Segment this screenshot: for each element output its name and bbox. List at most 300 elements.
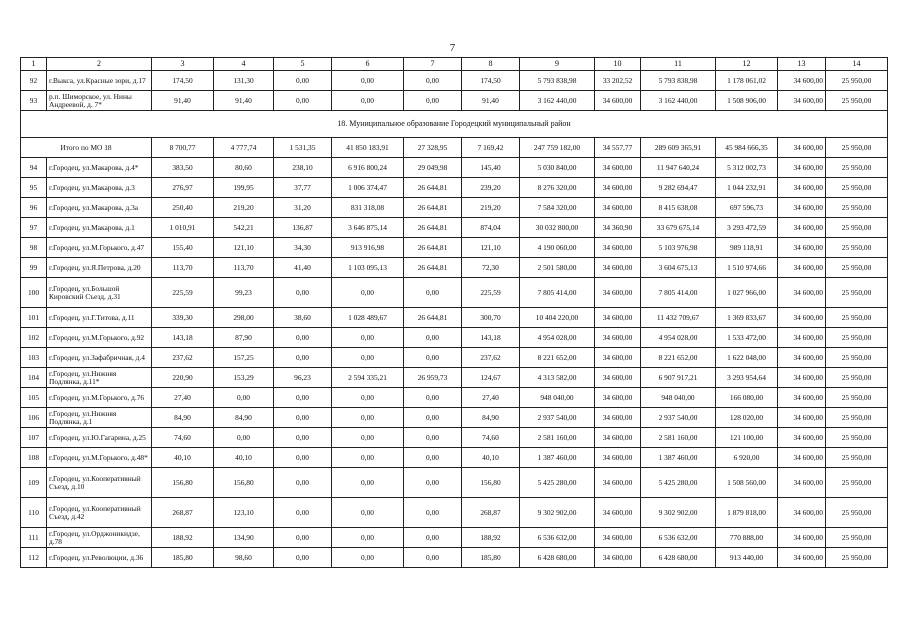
table-row xyxy=(21,408,888,428)
value-cell-col-7: 26 644,81 xyxy=(404,238,462,258)
value-cell-col-8: 74,60 xyxy=(462,428,520,448)
value-cell-col-6: 0,00 xyxy=(332,528,404,548)
address-cell: р.п. Шиморское, ул. Нины Андреевой, д. 7* xyxy=(47,91,152,111)
value-cell-col-5: 0,00 xyxy=(274,278,332,308)
value-cell-col-11: 6 907 917,21 xyxy=(641,368,716,388)
value-cell-col-6: 0,00 xyxy=(332,278,404,308)
table-row xyxy=(21,238,888,258)
value-cell-col-12: 128 020,00 xyxy=(716,408,778,428)
value-cell-col-4: 123,10 xyxy=(214,498,274,528)
value-cell-col-6: 0,00 xyxy=(332,448,404,468)
value-cell-col-9: 5 030 840,00 xyxy=(520,158,595,178)
value-cell-col-4: 113,70 xyxy=(214,258,274,278)
value-cell-col-13: 34 600,00 xyxy=(778,91,826,111)
value-cell-col-6: 0,00 xyxy=(332,388,404,408)
value-cell-col-8: 124,67 xyxy=(462,368,520,388)
value-cell-col-8: 188,92 xyxy=(462,528,520,548)
value-cell-col-9: 2 501 580,00 xyxy=(520,258,595,278)
row-number: 100 xyxy=(21,278,47,308)
value-cell-col-4: 91,40 xyxy=(214,91,274,111)
column-number-13: 13 xyxy=(778,58,826,71)
value-cell-col-6: 6 916 800,24 xyxy=(332,158,404,178)
value-cell-col-9: 30 032 800,00 xyxy=(520,218,595,238)
address-cell: г.Городец, ул.Орджоникидзе, д.78 xyxy=(47,528,152,548)
value-cell-col-4: 298,00 xyxy=(214,308,274,328)
value-cell-col-12: 1 369 833,67 xyxy=(716,308,778,328)
value-cell-col-6: 0,00 xyxy=(332,548,404,568)
value-cell-col-11: 948 040,00 xyxy=(641,388,716,408)
value-cell-col-9: 5 793 838,98 xyxy=(520,71,595,91)
value-cell-col-3: 27,40 xyxy=(152,388,214,408)
address-cell: г.Выкса, ул.Красные зори, д.17 xyxy=(47,71,152,91)
value-cell-col-14: 25 950,00 xyxy=(826,198,888,218)
value-cell-col-5: 96,23 xyxy=(274,368,332,388)
row-number: 112 xyxy=(21,548,47,568)
total-value-col-3: 8 700,77 xyxy=(152,138,214,158)
value-cell-col-7: 0,00 xyxy=(404,91,462,111)
value-cell-col-5: 0,00 xyxy=(274,528,332,548)
value-cell-col-6: 913 916,98 xyxy=(332,238,404,258)
total-value-col-6: 41 850 183,91 xyxy=(332,138,404,158)
row-number: 106 xyxy=(21,408,47,428)
value-cell-col-12: 770 888,00 xyxy=(716,528,778,548)
row-number: 104 xyxy=(21,368,47,388)
value-cell-col-14: 25 950,00 xyxy=(826,278,888,308)
value-cell-col-12: 1 178 061,02 xyxy=(716,71,778,91)
value-cell-col-14: 25 950,00 xyxy=(826,238,888,258)
row-number: 103 xyxy=(21,348,47,368)
column-number-8: 8 xyxy=(462,58,520,71)
row-number: 93 xyxy=(21,91,47,111)
value-cell-col-13: 34 600,00 xyxy=(778,408,826,428)
value-cell-col-13: 34 600,00 xyxy=(778,278,826,308)
value-cell-col-9: 4 190 060,00 xyxy=(520,238,595,258)
value-cell-col-12: 1 044 232,91 xyxy=(716,178,778,198)
table-row xyxy=(21,468,888,498)
column-number-9: 9 xyxy=(520,58,595,71)
value-cell-col-14: 25 950,00 xyxy=(826,328,888,348)
total-value-col-7: 27 328,95 xyxy=(404,138,462,158)
value-cell-col-9: 2 581 160,00 xyxy=(520,428,595,448)
row-number: 108 xyxy=(21,448,47,468)
value-cell-col-10: 34 360,90 xyxy=(595,218,641,238)
value-cell-col-10: 34 600,00 xyxy=(595,158,641,178)
value-cell-col-8: 225,59 xyxy=(462,278,520,308)
column-number-12: 12 xyxy=(716,58,778,71)
column-number-11: 11 xyxy=(641,58,716,71)
value-cell-col-3: 188,92 xyxy=(152,528,214,548)
value-cell-col-13: 34 600,00 xyxy=(778,238,826,258)
value-cell-col-12: 121 100,00 xyxy=(716,428,778,448)
value-cell-col-7: 26 644,81 xyxy=(404,178,462,198)
value-cell-col-13: 34 600,00 xyxy=(778,258,826,278)
value-cell-col-7: 29 049,98 xyxy=(404,158,462,178)
value-cell-col-12: 3 293 472,59 xyxy=(716,218,778,238)
value-cell-col-9: 4 954 028,00 xyxy=(520,328,595,348)
table-row xyxy=(21,448,888,468)
value-cell-col-7: 0,00 xyxy=(404,408,462,428)
value-cell-col-11: 33 679 675,14 xyxy=(641,218,716,238)
value-cell-col-5: 0,00 xyxy=(274,328,332,348)
table-row xyxy=(21,158,888,178)
value-cell-col-10: 34 600,00 xyxy=(595,198,641,218)
value-cell-col-5: 0,00 xyxy=(274,448,332,468)
total-value-col-9: 247 759 182,00 xyxy=(520,138,595,158)
value-cell-col-6: 0,00 xyxy=(332,468,404,498)
value-cell-col-10: 34 600,00 xyxy=(595,238,641,258)
value-cell-col-4: 219,20 xyxy=(214,198,274,218)
value-cell-col-3: 268,87 xyxy=(152,498,214,528)
value-cell-col-3: 91,40 xyxy=(152,91,214,111)
value-cell-col-5: 0,00 xyxy=(274,548,332,568)
row-number: 95 xyxy=(21,178,47,198)
value-cell-col-11: 2 937 540,00 xyxy=(641,408,716,428)
value-cell-col-11: 5 425 280,00 xyxy=(641,468,716,498)
value-cell-col-4: 80,60 xyxy=(214,158,274,178)
value-cell-col-3: 143,18 xyxy=(152,328,214,348)
value-cell-col-5: 0,00 xyxy=(274,91,332,111)
value-cell-col-10: 34 600,00 xyxy=(595,258,641,278)
address-cell: г.Городец, ул.Кооперативный Съезд, д.10 xyxy=(47,468,152,498)
value-cell-col-6: 0,00 xyxy=(332,71,404,91)
value-cell-col-4: 157,25 xyxy=(214,348,274,368)
table-row xyxy=(21,71,888,91)
value-cell-col-9: 7 805 414,00 xyxy=(520,278,595,308)
value-cell-col-7: 0,00 xyxy=(404,548,462,568)
row-number: 105 xyxy=(21,388,47,408)
table-row xyxy=(21,548,888,568)
column-number-6: 6 xyxy=(332,58,404,71)
value-cell-col-9: 1 387 460,00 xyxy=(520,448,595,468)
total-value-col-11: 289 609 365,91 xyxy=(641,138,716,158)
value-cell-col-8: 300,70 xyxy=(462,308,520,328)
value-cell-col-10: 34 600,00 xyxy=(595,91,641,111)
table-row xyxy=(21,178,888,198)
total-row xyxy=(21,138,888,158)
value-cell-col-14: 25 950,00 xyxy=(826,408,888,428)
value-cell-col-14: 25 950,00 xyxy=(826,178,888,198)
value-cell-col-9: 7 584 320,00 xyxy=(520,198,595,218)
address-cell: г.Городец, ул.Нижняя Подлянка, д.11* xyxy=(47,368,152,388)
value-cell-col-6: 1 028 489,67 xyxy=(332,308,404,328)
value-cell-col-4: 84,90 xyxy=(214,408,274,428)
address-cell: г.Городец, ул.М.Горького, д.76 xyxy=(47,388,152,408)
value-cell-col-13: 34 600,00 xyxy=(778,328,826,348)
value-cell-col-8: 121,10 xyxy=(462,238,520,258)
row-number: 102 xyxy=(21,328,47,348)
value-cell-col-11: 5 793 838,98 xyxy=(641,71,716,91)
value-cell-col-3: 237,62 xyxy=(152,348,214,368)
column-number-14: 14 xyxy=(826,58,888,71)
value-cell-col-13: 34 600,00 xyxy=(778,158,826,178)
value-cell-col-12: 6 920,00 xyxy=(716,448,778,468)
value-cell-col-5: 0,00 xyxy=(274,498,332,528)
value-cell-col-10: 33 202,52 xyxy=(595,71,641,91)
column-number-2: 2 xyxy=(47,58,152,71)
value-cell-col-13: 34 600,00 xyxy=(778,218,826,238)
value-cell-col-8: 219,20 xyxy=(462,198,520,218)
value-cell-col-11: 11 947 640,24 xyxy=(641,158,716,178)
value-cell-col-12: 1 508 560,00 xyxy=(716,468,778,498)
value-cell-col-13: 34 600,00 xyxy=(778,468,826,498)
value-cell-col-12: 1 533 472,00 xyxy=(716,328,778,348)
value-cell-col-3: 155,40 xyxy=(152,238,214,258)
value-cell-col-8: 239,20 xyxy=(462,178,520,198)
value-cell-col-4: 0,00 xyxy=(214,388,274,408)
value-cell-col-9: 9 302 902,00 xyxy=(520,498,595,528)
value-cell-col-5: 41,40 xyxy=(274,258,332,278)
value-cell-col-14: 25 950,00 xyxy=(826,498,888,528)
value-cell-col-12: 166 080,00 xyxy=(716,388,778,408)
address-cell: г.Городец, ул.Кооперативный Съезд, д.42 xyxy=(47,498,152,528)
value-cell-col-8: 91,40 xyxy=(462,91,520,111)
value-cell-col-10: 34 600,00 xyxy=(595,468,641,498)
value-cell-col-4: 134,90 xyxy=(214,528,274,548)
value-cell-col-8: 27,40 xyxy=(462,388,520,408)
value-cell-col-14: 25 950,00 xyxy=(826,258,888,278)
row-number: 99 xyxy=(21,258,47,278)
value-cell-col-8: 143,18 xyxy=(462,328,520,348)
value-cell-col-5: 34,30 xyxy=(274,238,332,258)
value-cell-col-7: 26 959,73 xyxy=(404,368,462,388)
table-row xyxy=(21,348,888,368)
table-row xyxy=(21,278,888,308)
value-cell-col-11: 8 415 638,08 xyxy=(641,198,716,218)
value-cell-col-13: 34 600,00 xyxy=(778,428,826,448)
section-title: 18. Муниципальное образование Городецкий муниципальный район xyxy=(21,111,888,138)
address-cell: г.Городец, ул.Макарова, д.3а xyxy=(47,198,152,218)
value-cell-col-14: 25 950,00 xyxy=(826,388,888,408)
value-cell-col-3: 339,30 xyxy=(152,308,214,328)
value-cell-col-14: 25 950,00 xyxy=(826,308,888,328)
value-cell-col-11: 6 536 632,00 xyxy=(641,528,716,548)
value-cell-col-7: 26 644,81 xyxy=(404,258,462,278)
value-cell-col-11: 11 432 709,67 xyxy=(641,308,716,328)
value-cell-col-5: 0,00 xyxy=(274,348,332,368)
value-cell-col-13: 34 600,00 xyxy=(778,198,826,218)
value-cell-col-3: 156,80 xyxy=(152,468,214,498)
value-cell-col-3: 84,90 xyxy=(152,408,214,428)
value-cell-col-10: 34 600,00 xyxy=(595,278,641,308)
value-cell-col-4: 87,90 xyxy=(214,328,274,348)
value-cell-col-6: 1 006 374,47 xyxy=(332,178,404,198)
address-cell: г.Городец, ул.Макарова, д.4* xyxy=(47,158,152,178)
value-cell-col-9: 2 937 540,00 xyxy=(520,408,595,428)
value-cell-col-3: 185,80 xyxy=(152,548,214,568)
value-cell-col-6: 0,00 xyxy=(332,408,404,428)
value-cell-col-4: 121,10 xyxy=(214,238,274,258)
row-number: 110 xyxy=(21,498,47,528)
address-cell: г.Городец, ул.Нижняя Подлянка, д.1 xyxy=(47,408,152,428)
value-cell-col-9: 948 040,00 xyxy=(520,388,595,408)
row-number: 97 xyxy=(21,218,47,238)
value-cell-col-9: 8 221 652,00 xyxy=(520,348,595,368)
value-cell-col-14: 25 950,00 xyxy=(826,468,888,498)
table-row xyxy=(21,258,888,278)
table-row xyxy=(21,368,888,388)
column-number-1: 1 xyxy=(21,58,47,71)
value-cell-col-4: 131,30 xyxy=(214,71,274,91)
data-table xyxy=(20,57,888,568)
value-cell-col-12: 1 027 966,00 xyxy=(716,278,778,308)
value-cell-col-6: 3 646 875,14 xyxy=(332,218,404,238)
value-cell-col-13: 34 600,00 xyxy=(778,528,826,548)
value-cell-col-10: 34 600,00 xyxy=(595,428,641,448)
value-cell-col-10: 34 600,00 xyxy=(595,368,641,388)
value-cell-col-5: 136,87 xyxy=(274,218,332,238)
value-cell-col-6: 0,00 xyxy=(332,91,404,111)
value-cell-col-4: 0,00 xyxy=(214,428,274,448)
table-row xyxy=(21,218,888,238)
column-number-row xyxy=(21,58,888,71)
value-cell-col-6: 2 594 335,21 xyxy=(332,368,404,388)
value-cell-col-4: 40,10 xyxy=(214,448,274,468)
value-cell-col-7: 26 644,81 xyxy=(404,308,462,328)
value-cell-col-3: 1 010,91 xyxy=(152,218,214,238)
address-cell: г.Городец, ул.Макарова, д.1 xyxy=(47,218,152,238)
value-cell-col-5: 31,20 xyxy=(274,198,332,218)
row-number: 92 xyxy=(21,71,47,91)
value-cell-col-13: 34 600,00 xyxy=(778,548,826,568)
value-cell-col-13: 34 600,00 xyxy=(778,498,826,528)
value-cell-col-5: 238,10 xyxy=(274,158,332,178)
value-cell-col-11: 6 428 680,00 xyxy=(641,548,716,568)
value-cell-col-6: 0,00 xyxy=(332,348,404,368)
value-cell-col-8: 874,04 xyxy=(462,218,520,238)
value-cell-col-9: 3 162 440,00 xyxy=(520,91,595,111)
value-cell-col-9: 10 404 220,00 xyxy=(520,308,595,328)
value-cell-col-3: 174,50 xyxy=(152,71,214,91)
value-cell-col-3: 113,70 xyxy=(152,258,214,278)
value-cell-col-7: 0,00 xyxy=(404,348,462,368)
row-number: 96 xyxy=(21,198,47,218)
value-cell-col-9: 8 276 320,00 xyxy=(520,178,595,198)
value-cell-col-13: 34 600,00 xyxy=(778,448,826,468)
value-cell-col-8: 156,80 xyxy=(462,468,520,498)
value-cell-col-7: 0,00 xyxy=(404,528,462,548)
row-number: 111 xyxy=(21,528,47,548)
value-cell-col-3: 225,59 xyxy=(152,278,214,308)
value-cell-col-7: 0,00 xyxy=(404,448,462,468)
value-cell-col-4: 199,95 xyxy=(214,178,274,198)
table-row xyxy=(21,428,888,448)
column-number-4: 4 xyxy=(214,58,274,71)
address-cell: г.Городец, ул.Г.Титова, д.11 xyxy=(47,308,152,328)
value-cell-col-8: 268,87 xyxy=(462,498,520,528)
value-cell-col-12: 1 510 974,66 xyxy=(716,258,778,278)
table-row xyxy=(21,308,888,328)
value-cell-col-13: 34 600,00 xyxy=(778,308,826,328)
value-cell-col-14: 25 950,00 xyxy=(826,348,888,368)
value-cell-col-8: 40,10 xyxy=(462,448,520,468)
value-cell-col-10: 34 600,00 xyxy=(595,548,641,568)
value-cell-col-5: 0,00 xyxy=(274,408,332,428)
value-cell-col-10: 34 600,00 xyxy=(595,348,641,368)
value-cell-col-9: 6 536 632,00 xyxy=(520,528,595,548)
value-cell-col-4: 99,23 xyxy=(214,278,274,308)
address-cell: г.Городец, ул.Зафабричная, д.4 xyxy=(47,348,152,368)
value-cell-col-10: 34 600,00 xyxy=(595,308,641,328)
value-cell-col-7: 26 644,81 xyxy=(404,218,462,238)
value-cell-col-8: 84,90 xyxy=(462,408,520,428)
value-cell-col-14: 25 950,00 xyxy=(826,528,888,548)
value-cell-col-11: 8 221 652,00 xyxy=(641,348,716,368)
value-cell-col-10: 34 600,00 xyxy=(595,328,641,348)
value-cell-col-5: 37,77 xyxy=(274,178,332,198)
total-label: Итого по МО 18 xyxy=(21,138,152,158)
value-cell-col-14: 25 950,00 xyxy=(826,548,888,568)
value-cell-col-14: 25 950,00 xyxy=(826,71,888,91)
value-cell-col-4: 98,60 xyxy=(214,548,274,568)
value-cell-col-13: 34 600,00 xyxy=(778,368,826,388)
table-row xyxy=(21,498,888,528)
value-cell-col-13: 34 600,00 xyxy=(778,388,826,408)
row-number: 107 xyxy=(21,428,47,448)
value-cell-col-14: 25 950,00 xyxy=(826,368,888,388)
value-cell-col-7: 26 644,81 xyxy=(404,198,462,218)
row-number: 101 xyxy=(21,308,47,328)
total-value-col-10: 34 557,77 xyxy=(595,138,641,158)
value-cell-col-12: 5 312 002,73 xyxy=(716,158,778,178)
value-cell-col-6: 0,00 xyxy=(332,428,404,448)
column-number-3: 3 xyxy=(152,58,214,71)
value-cell-col-7: 0,00 xyxy=(404,328,462,348)
value-cell-col-7: 0,00 xyxy=(404,468,462,498)
value-cell-col-6: 831 318,08 xyxy=(332,198,404,218)
value-cell-col-3: 40,10 xyxy=(152,448,214,468)
value-cell-col-3: 276,97 xyxy=(152,178,214,198)
table-row xyxy=(21,528,888,548)
value-cell-col-5: 0,00 xyxy=(274,388,332,408)
total-value-col-4: 4 777,74 xyxy=(214,138,274,158)
value-cell-col-8: 72,30 xyxy=(462,258,520,278)
address-cell: г.Городец, ул.Ю.Гагарина, д.25 xyxy=(47,428,152,448)
value-cell-col-6: 1 103 095,13 xyxy=(332,258,404,278)
value-cell-col-9: 6 428 680,00 xyxy=(520,548,595,568)
total-value-col-8: 7 169,42 xyxy=(462,138,520,158)
value-cell-col-11: 3 162 440,00 xyxy=(641,91,716,111)
value-cell-col-3: 383,50 xyxy=(152,158,214,178)
column-number-7: 7 xyxy=(404,58,462,71)
value-cell-col-11: 7 805 414,00 xyxy=(641,278,716,308)
value-cell-col-12: 1 622 048,00 xyxy=(716,348,778,368)
value-cell-col-7: 0,00 xyxy=(404,71,462,91)
value-cell-col-10: 34 600,00 xyxy=(595,178,641,198)
value-cell-col-10: 34 600,00 xyxy=(595,528,641,548)
address-cell: г.Городец, ул.Макарова, д.3 xyxy=(47,178,152,198)
value-cell-col-11: 1 387 460,00 xyxy=(641,448,716,468)
value-cell-col-13: 34 600,00 xyxy=(778,71,826,91)
value-cell-col-6: 0,00 xyxy=(332,498,404,528)
address-cell: г.Городец, ул.М.Горького, д.48* xyxy=(47,448,152,468)
value-cell-col-10: 34 600,00 xyxy=(595,498,641,528)
value-cell-col-6: 0,00 xyxy=(332,328,404,348)
value-cell-col-11: 9 282 694,47 xyxy=(641,178,716,198)
value-cell-col-11: 5 103 976,98 xyxy=(641,238,716,258)
value-cell-col-11: 2 581 160,00 xyxy=(641,428,716,448)
page-number: 7 xyxy=(449,42,456,54)
value-cell-col-10: 34 600,00 xyxy=(595,388,641,408)
value-cell-col-14: 25 950,00 xyxy=(826,428,888,448)
address-cell: г.Городец, ул.Революции, д.36 xyxy=(47,548,152,568)
total-value-col-14: 25 950,00 xyxy=(826,138,888,158)
table-row xyxy=(21,388,888,408)
value-cell-col-14: 25 950,00 xyxy=(826,91,888,111)
value-cell-col-4: 156,80 xyxy=(214,468,274,498)
address-cell: г.Городец, ул.Я.Петрова, д.20 xyxy=(47,258,152,278)
address-cell: г.Городец, ул.М.Горького, д.92 xyxy=(47,328,152,348)
value-cell-col-5: 0,00 xyxy=(274,428,332,448)
